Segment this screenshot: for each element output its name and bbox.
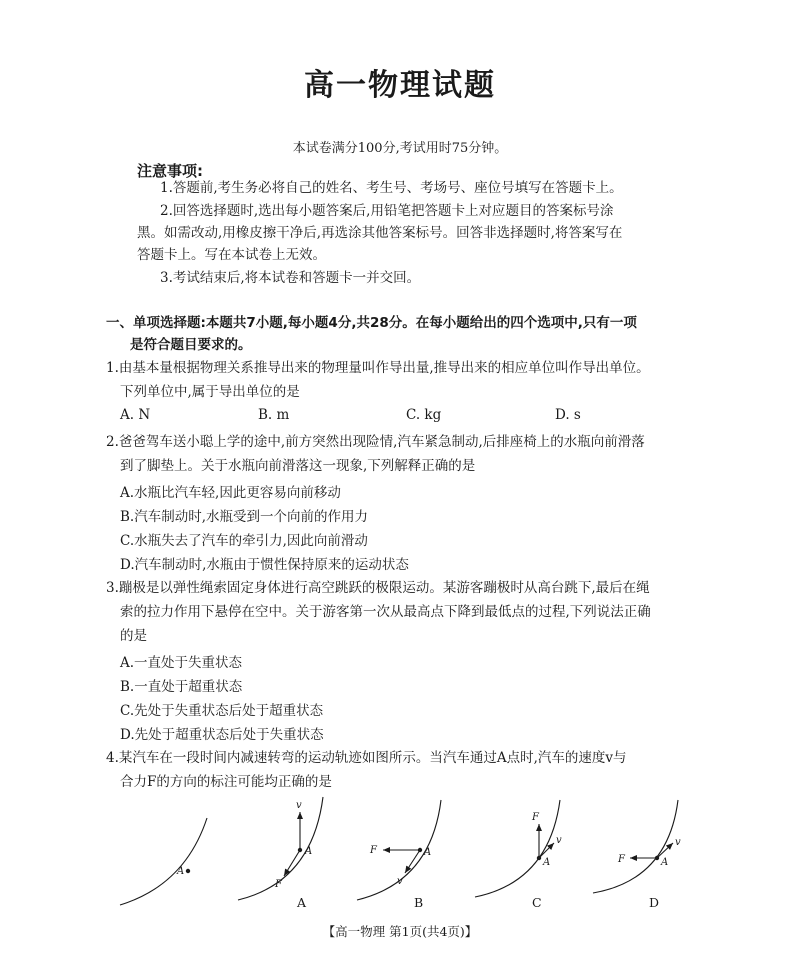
option-d-dot <box>655 856 659 860</box>
label-c-v: v <box>556 835 562 846</box>
q4-stem-line-1: 4.某汽车在一段时间内减速转弯的运动轨迹如图所示。当汽车通过A点时,汽车的速度v与 <box>106 750 627 766</box>
option-c-curve <box>475 800 560 897</box>
q3-stem-line-2: 索的拉力作用下悬停在空中。关于游客第一次从最高点下降到最低点的过程,下列说法正确 <box>120 604 651 620</box>
label-a-v: v <box>296 800 302 811</box>
option-d-curve <box>593 800 678 893</box>
point-a-dot <box>186 869 190 873</box>
q1-stem-line-2: 下列单位中,属于导出单位的是 <box>120 384 300 400</box>
q2-option-b: B.汽车制动时,水瓶受到一个向前的作用力 <box>120 509 369 525</box>
label-c-point: A <box>543 857 551 868</box>
notice-item-2-line-2: 黑。如需改动,用橡皮擦干净后,再选涂其他答案标号。回答非选择题时,将答案写在 <box>137 225 623 241</box>
section-heading-line-1: 一、单项选择题:本题共7小题,每小题4分,共28分。在每小题给出的四个选项中,只有一项 <box>106 315 637 331</box>
q2-stem-line-1: 2.爸爸驾车送小聪上学的途中,前方突然出现险情,汽车紧急制动,后排座椅上的水瓶向前滑落 <box>106 434 645 450</box>
label-c-f: F <box>532 812 539 823</box>
figure-label-d: D <box>649 895 660 910</box>
figure-label-a: A <box>297 895 307 910</box>
q3-stem-line-1: 3.蹦极是以弹性绳索固定身体进行高空跳跃的极限运动。某游客蹦极时从高台跳下,最后在绳 <box>106 580 650 596</box>
label-point-a: A <box>177 866 185 877</box>
section-heading-line-2: 是符合题目要求的。 <box>130 337 252 353</box>
q2-option-c: C.水瓶失去了汽车的牵引力,因此向前滑动 <box>120 533 368 549</box>
q1-option-b: B. m <box>258 407 290 423</box>
q1-option-c: C. kg <box>406 407 442 423</box>
figure-label-c: C <box>532 895 542 910</box>
page-footer: 【高一物理 第1页(共4页)】 <box>322 924 478 939</box>
q3-option-b: B.一直处于超重状态 <box>120 679 243 695</box>
notice-item-2-line-1: 2.回答选择题时,选出每小题答案后,用铅笔把答题卡上对应题目的答案标号涂 <box>160 203 614 219</box>
exam-info: 本试卷满分100分,考试用时75分钟。 <box>292 141 508 156</box>
option-a-dot <box>298 848 302 852</box>
label-a-f: F <box>275 879 282 890</box>
label-b-v: v <box>397 876 403 887</box>
figure-label-b: B <box>414 895 424 910</box>
trajectory-curve <box>120 818 207 905</box>
q1-option-a: A. N <box>120 407 151 423</box>
q3-option-a: A.一直处于失重状态 <box>120 655 243 671</box>
notice-item-3: 3.考试结束后,将本试卷和答题卡一并交回。 <box>160 270 421 286</box>
label-b-f: F <box>370 845 377 856</box>
label-b-point: A <box>424 847 432 858</box>
q2-option-a: A.水瓶比汽车轻,因此更容易向前移动 <box>120 485 341 501</box>
q3-option-d: D.先处于超重状态后处于失重状态 <box>120 727 324 743</box>
q4-stem-line-2: 合力F的方向的标注可能均正确的是 <box>120 774 332 790</box>
q4-figure <box>0 790 800 915</box>
label-a-point: A <box>305 846 313 857</box>
option-b-dot <box>418 848 422 852</box>
q3-stem-line-3: 的是 <box>120 628 147 644</box>
q3-option-c: C.先处于失重状态后处于超重状态 <box>120 703 324 719</box>
q1-option-d: D. s <box>555 407 581 423</box>
q1-stem-line-1: 1.由基本量根据物理关系推导出来的物理量叫作导出量,推导出来的相应单位叫作导出单位。 <box>106 360 650 376</box>
label-d-v: v <box>675 837 681 848</box>
label-d-point: A <box>661 857 669 868</box>
label-d-f: F <box>618 854 625 865</box>
q2-stem-line-2: 到了脚垫上。关于水瓶向前滑落这一现象,下列解释正确的是 <box>120 458 476 474</box>
notice-item-1: 1.答题前,考生务必将自己的姓名、考生号、考场号、座位号填写在答题卡上。 <box>160 180 623 196</box>
q2-option-d: D.汽车制动时,水瓶由于惯性保持原来的运动状态 <box>120 557 409 573</box>
option-c-dot <box>537 856 541 860</box>
notice-item-2-line-3: 答题卡上。写在本试卷上无效。 <box>137 247 326 263</box>
page-title: 高一物理试题 <box>304 68 496 103</box>
notice-heading: 注意事项: <box>137 162 203 180</box>
